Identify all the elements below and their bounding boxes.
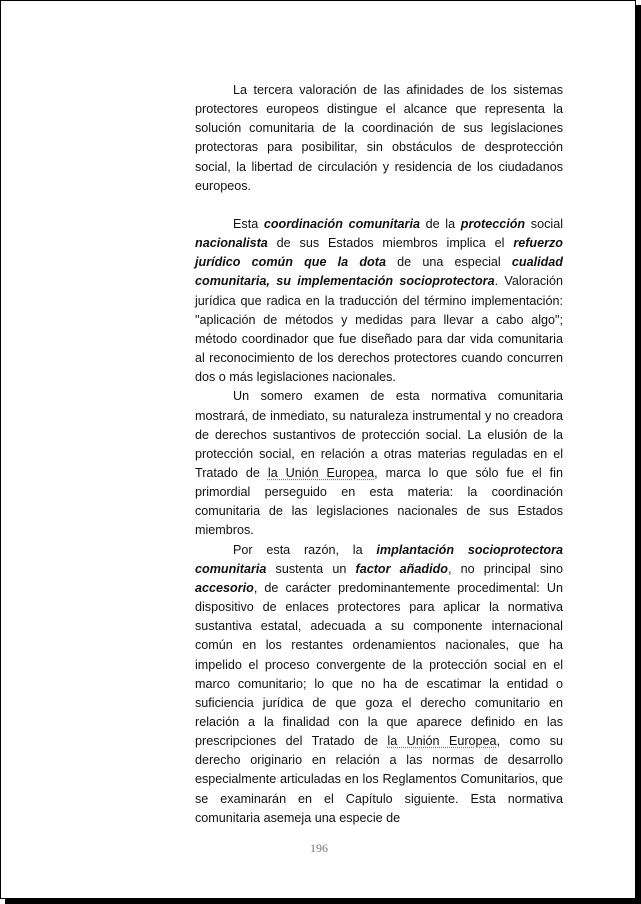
text-run: Esta (233, 216, 264, 231)
page-number: 196 (310, 841, 328, 855)
text-run: , no principal sino (447, 561, 563, 576)
paragraph (195, 541, 563, 828)
emphasis-run: factor añadido (355, 561, 448, 576)
text-run: . Valoración jurídica que radica en la traducción del término implementación: "aplicación de métodos y medidas para llevar a cabo algo"; método coordinador que fue diseñado para dar vida comunitaria al reconocimiento de los derechos protectores cuando concurren dos o más legislaciones nacionales. (195, 274, 563, 385)
text-run: , como su derecho originario en relación a las normas de desarrollo especialmente articuladas en los Reglamentos Comunitarios, que se examinarán en el Capítulo siguiente. Esta normativa comunitaria asemeja una especie de (195, 734, 564, 825)
text-run: , de carácter predominantemente procedimental: Un dispositivo de enlaces protectores para aplicar la normativa sustantiva estatal, adecuada a su componente internacional común en los restantes ordenamientos nacionales, que ha impelido el proceso convergente de la protección social en el marco comunitario; lo que no ha de escatimar la entidad o suficiencia jurídica de que goza el derecho comunitario en relación a la finalidad con la que aparece definido en las prescripciones del Tratado de (195, 580, 563, 749)
page-shadow-bottom (5, 899, 641, 904)
underlined-run: la Unión Europea (387, 734, 497, 749)
page-shadow-right (636, 5, 641, 904)
paragraph (195, 81, 563, 196)
text-run: La tercera valoración de las afinidades de los sistemas protectores europeos distingue el alcance que representa la solución comunitaria de la coordinación de sus legislaciones protectoras para posibilitar, sin obstáculos de desprotección social, la libertad de circulación y residencia de los ciudadanos europeos. (195, 83, 563, 193)
body-text (195, 81, 563, 828)
emphasis-run: nacionalista (195, 236, 268, 251)
text-run: de sus Estados miembros implica el (267, 236, 514, 251)
emphasis-run: protección (460, 216, 526, 231)
text-run: , marca lo que sólo fue el fin primordial perseguido en esta materia: la coordinación comunitaria de las legislaciones nacionales de sus Estados miembros. (195, 465, 563, 538)
emphasis-run: coordinación comunitaria (263, 216, 420, 231)
emphasis-run: accesorio (195, 580, 254, 595)
emphasis-run: refuerzo jurídico común que la dota (195, 236, 563, 270)
text-run: de la (419, 216, 461, 231)
paragraph (195, 215, 563, 387)
text-run: de una especial (385, 255, 512, 270)
emphasis-run: cualidad comunitaria, su implementación socioprotectora (195, 255, 563, 289)
underlined-run: la Unión Europea (267, 465, 375, 480)
text-run: social (525, 216, 563, 231)
text-run: sustenta un (266, 561, 356, 576)
emphasis-run: implantación socioprotectora comunitaria (195, 542, 564, 576)
text-run: Un somero examen de esta normativa comunitaria mostrará, de inmediato, su naturaleza instrumental y no creadora de derechos sustantivos de protección social. La elusión de la protección social, en relación a otras materias reguladas en el Tratado de (195, 389, 563, 480)
text-run: Por esta razón, la (233, 542, 377, 557)
paragraph (195, 387, 563, 540)
